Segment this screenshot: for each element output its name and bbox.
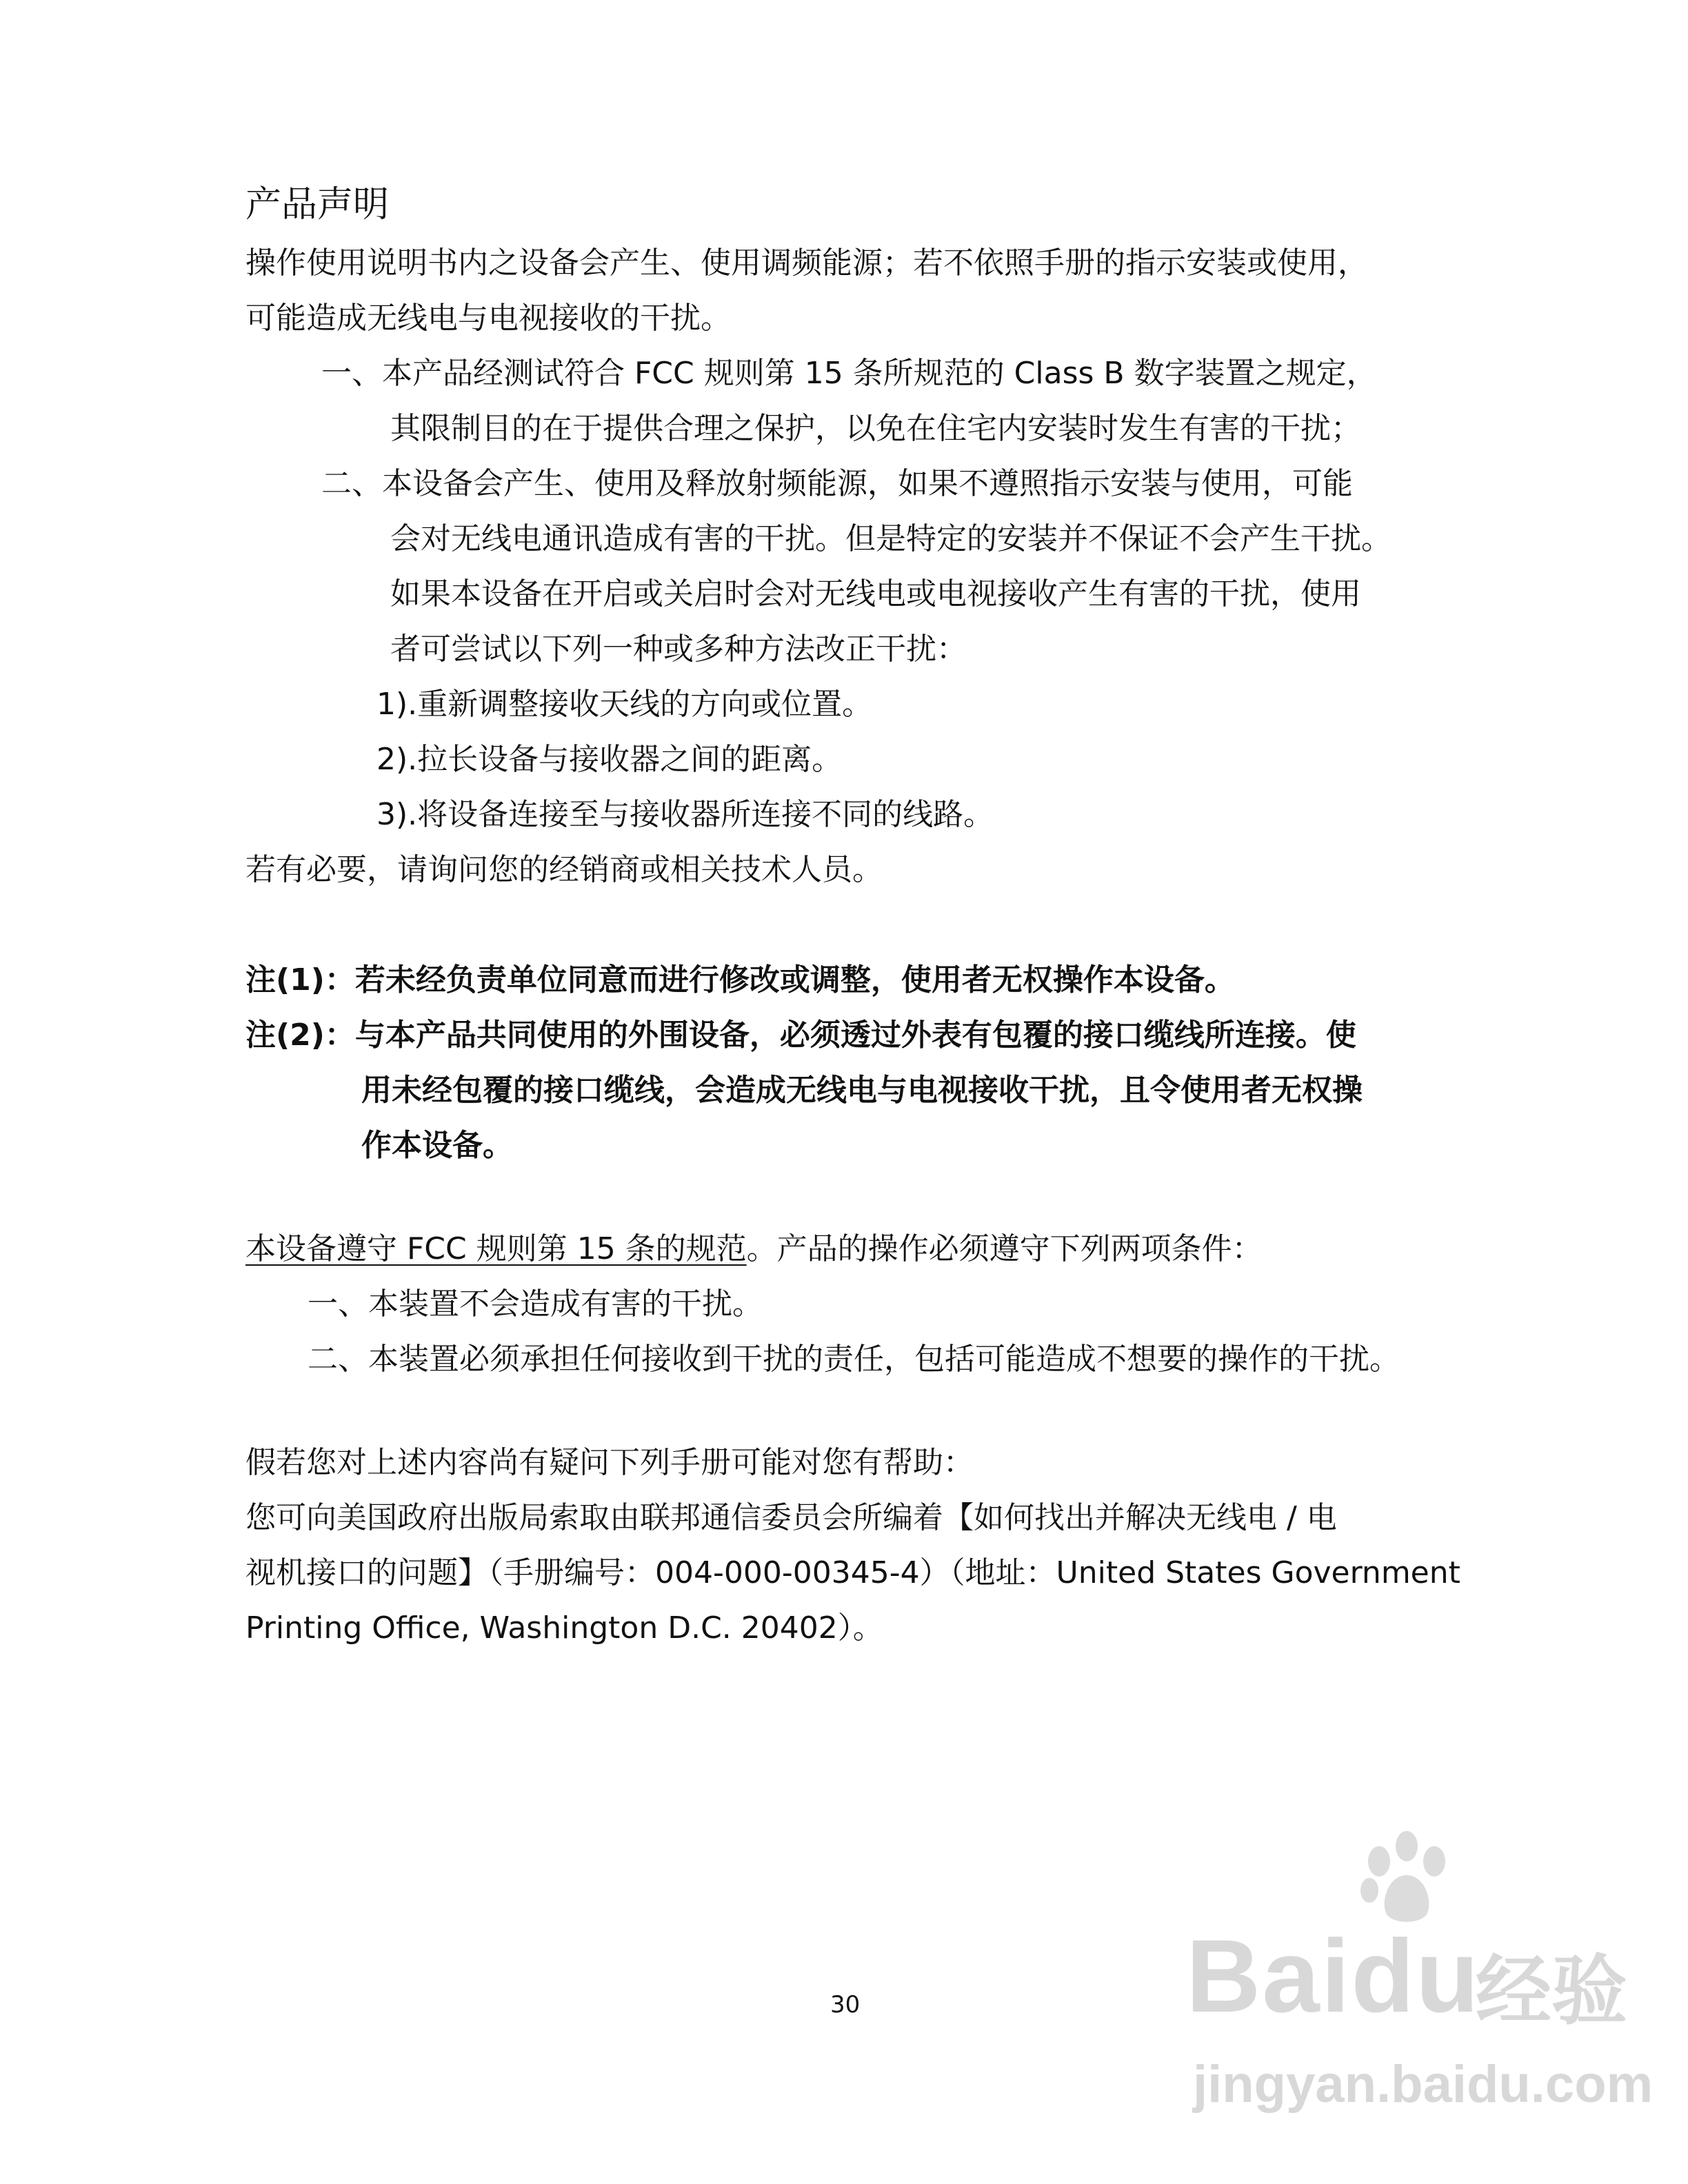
item1-line-2: 其限制目的在于提供合理之保护，以免在住宅内安装时发生有害的干扰；	[390, 411, 1361, 446]
note-2-line-2: 用未经包覆的接口缆线，会造成无线电与电视接收干扰，且令使用者无权操	[361, 1073, 1363, 1108]
item2-line-3: 如果本设备在开启或关启时会对无线电或电视接收产生有害的干扰，使用	[390, 576, 1361, 611]
advice-text: 若有必要，请询问您的经销商或相关技术人员。	[245, 852, 883, 887]
fcc-statement	[245, 1228, 1263, 1270]
intro-line-2: 可能造成无线电与电视接收的干扰。	[245, 301, 731, 336]
intro-line-1: 操作使用说明书内之设备会产生、使用调频能源；若不依照手册的指示安装或使用，	[245, 245, 1368, 281]
method-1: 1).重新调整接收天线的方向或位置。	[376, 687, 873, 722]
item1-line-1: 一、本产品经测试符合 FCC 规则第 15 条所规范的 Class B 数字装置之规定，	[321, 356, 1377, 391]
help-line-2: 您可向美国政府出版局索取由联邦通信委员会所编着【如何找出并解决无线电 / 电	[245, 1500, 1337, 1535]
item2-line-4: 者可尝试以下列一种或多种方法改正干扰：	[390, 631, 967, 667]
watermark-brand: Baidu	[1186, 1918, 1480, 2034]
page-number: 30	[830, 1991, 861, 2019]
note-1: 注(1)：若未经负责单位同意而进行修改或调整，使用者无权操作本设备。	[245, 962, 1235, 998]
help-line-4: Printing Office, Washington D.C. 20402）。	[245, 1610, 883, 1646]
method-3: 3).将设备连接至与接收器所连接不同的线路。	[376, 797, 994, 832]
fcc-rest-text: 。产品的操作必须遵守下列两项条件：	[746, 1231, 1263, 1266]
watermark-url: jingyan.baidu.com	[1193, 2055, 1654, 2114]
help-line-1: 假若您对上述内容尚有疑问下列手册可能对您有帮助：	[245, 1445, 974, 1480]
help-line-3: 视机接口的问题】（手册编号：004-000-00345-4）（地址：United States Government	[245, 1555, 1460, 1590]
method-2: 2).拉长设备与接收器之间的距离。	[376, 742, 843, 777]
note-2-line-3: 作本设备。	[361, 1128, 513, 1163]
item2-line-1: 二、本设备会产生、使用及释放射频能源，如果不遵照指示安装与使用，可能	[321, 466, 1353, 501]
page-title: 产品声明	[245, 184, 390, 225]
note-2-line-1: 注(2)：与本产品共同使用的外围设备，必须透过外表有包覆的接口缆线所连接。使	[245, 1018, 1356, 1053]
condition-1: 一、本装置不会造成有害的干扰。	[308, 1286, 763, 1322]
paw-icon	[1352, 1827, 1462, 1930]
fcc-underlined-text: 本设备遵守 FCC 规则第 15 条的规范	[245, 1231, 747, 1266]
baidu-watermark	[1186, 1827, 1654, 2144]
item2-line-2: 会对无线电通讯造成有害的干扰。但是特定的安装并不保证不会产生干扰。	[390, 521, 1391, 556]
watermark-brand-cn: 经验	[1476, 1949, 1627, 2034]
condition-2: 二、本装置必须承担任何接收到干扰的责任，包括可能造成不想要的操作的干扰。	[308, 1342, 1400, 1377]
